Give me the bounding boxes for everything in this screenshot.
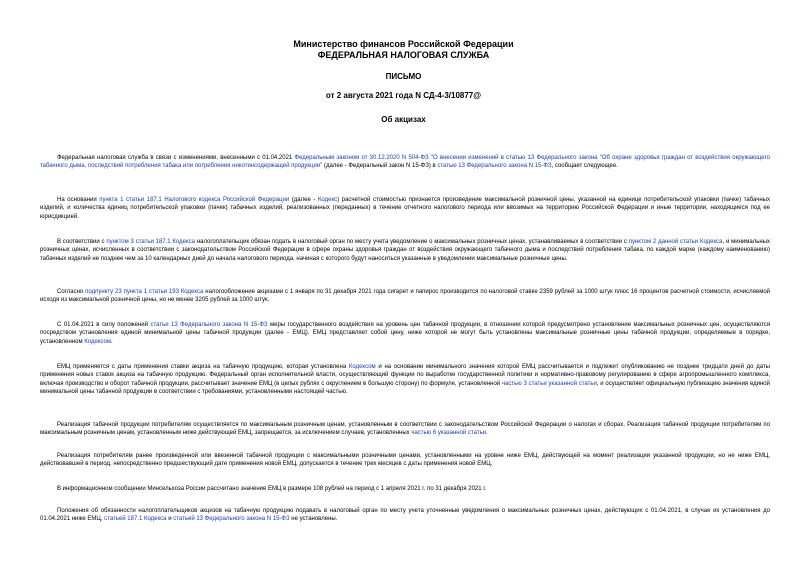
document-link[interactable]: Кодексом [84, 338, 112, 345]
paragraph-text: . [486, 430, 488, 437]
document-date-number: от 2 августа 2021 года N СД-4-3/10877@ [325, 91, 482, 100]
ministry-title: Министерство финансов Российской Федерации [293, 39, 514, 49]
paragraph-text: не установлены. [289, 516, 338, 523]
paragraph-text: Реализация потребителям ранее произведенной или ввезенной табачной продукции с максимальными розничными ценами, установленными на уровне ниже ЕМЦ, действующей на момент реализации указанной продукции, но не ниже ЕМЦ, действовавшей в период, непосредственно предшествующий дате применения новой ЕМЦ, допускается в течение трех месяцев с даты применения новой ЕМЦ. [40, 453, 770, 468]
document-link[interactable]: частью 6 указанной статьи [411, 430, 487, 437]
paragraph-text: и на основании минимального значения которой ЕМЦ рассчитывается и подлежит опубликованию не позднее тридцати дней до даты применения новых ставок акциза на табачную продукцию. Федеральный орган исполнительной власти, осуществляющий функции по выработке государственной политики и нормативно-правовому регулированию в сфере агропромышленного комплекса, включая производство и оборот табачной продукции, рассчитывает значение ЕМЦ (в целых рублях с округлением в большую сторону) по формуле, установленной [40, 364, 770, 387]
paragraph-text: В соответствии с [57, 239, 107, 245]
document-subject: Об акцизах [381, 115, 426, 124]
paragraph-text: налогообложение акцизами с 1 января по 31 декабря 2021 года сигарет и папирос производится по налоговой ставке 2359 рублей за 1000 штук плюс 16 процентов расчетной стоимости, исчисляемой исходя из максимальной розничной цены, но не менее 3205 рублей за 1000 штук. [40, 289, 771, 304]
paragraph-10 [40, 507, 770, 524]
paragraph-1 [40, 154, 770, 171]
paragraph-text: ) расчетной стоимостью признается произведение максимальной розничной цены, указанной на единице потребительской упаковки (пачке) табачных изделий, и количества единиц потребительской упаковки (пачек) табачных изделий, реализованных (переданных) в течение отчетного налогового периода или ввозимых на территорию Российской Федерации и иные территории, находящиеся под ее юрисдикцией. [40, 197, 770, 220]
paragraph-text: . [111, 338, 113, 345]
document-link[interactable]: статьей 13 Федерального закона N 15-ФЗ [173, 516, 290, 523]
paragraph-5 [40, 321, 770, 346]
document-link[interactable]: Кодекс [317, 197, 338, 203]
paragraph-8 [40, 452, 770, 469]
paragraph-7 [40, 421, 770, 438]
document-link[interactable]: статьи 13 Федерального закона N 15-ФЗ [150, 322, 268, 328]
document-link[interactable]: пунктом 3 статьи 187.1 Кодекса [106, 239, 196, 245]
paragraph-text: Согласно [57, 289, 86, 295]
paragraph-text: Федеральная налоговая служба в связи с изменениями, внесенными с 01.04.2021 [57, 155, 295, 161]
paragraph-text: В информационном сообщении Минсельхоза России рассчитано значение ЕМЦ в размере 108 рублей на период с 1 апреля 2021 г. по 31 декабря 2021 г. [57, 486, 487, 492]
document-type: ПИСЬМО [385, 72, 422, 81]
paragraph-text: налогоплательщик обязан подать в налоговый орган по месту учета уведомление о максимальных розничных ценах, устанавливаемых в соответствии с [195, 239, 629, 245]
paragraph-text: , и минимальных розничных ценах, исчисленных в соответствии с законодательством Российской Федерации в сфере охраны здоровья граждан от воздействия окружающего табачного дыма и последствий потребления табака, по каждой марке (каждому наименованию) табачных изделий не позднее чем за 10 календарных дней до начала налогового периода, начиная с которого будут наноситься указанные в уведомлении максимальные розничные цены. [40, 239, 770, 262]
paragraph-3 [40, 238, 770, 263]
document-link[interactable]: статью 13 Федерального закона N 15-ФЗ [437, 163, 552, 170]
paragraph-text: Реализация табачной продукции потребителям осуществляется по максимальным розничным ценам, установленным в соответствии с законодательством Российской Федерации о налогах и сборах. Реализация табачной продукции потребителям по максимальным розничным ценам, установленным ниже действующей ЕМЦ, запрещается, за исключением случаев, установленных [40, 422, 770, 437]
document-link[interactable]: частью 3 статьи указанной статьи [501, 380, 597, 387]
paragraph-2 [40, 196, 770, 221]
service-title: ФЕДЕРАЛЬНАЯ НАЛОГОВАЯ СЛУЖБА [317, 50, 490, 60]
paragraph-text: Положения об обязанности налогоплательщиков акцизов на табачную продукцию подавать в налоговый орган по месту учета уточненные уведомления о максимальных розничных ценах, действующих с 01.04.2021, в случае их установления до 01.04.2021 ниже ЕМЦ, [40, 508, 770, 523]
document-link[interactable]: Федеральным законом от 30.12.2020 N 504-ФЗ "О внесении изменений в статью 13 Федерального закона "Об охране здоровья граждан от воздействия окружающего табачного дыма, последствий потребления табака или потребления никотинсодержащей продукции" [40, 155, 770, 170]
paragraph-text: С 01.04.2021 в силу положений [57, 322, 151, 328]
document-link[interactable]: подпункту 23 пункта 1 статьи 193 Кодекса [85, 289, 204, 295]
paragraph-text: (далее - Федеральный закон N 15-ФЗ) в [322, 163, 438, 170]
paragraph-text: , и осуществляет официальную публикацию значения единой минимальной цены табачной продукции в соответствии с требованиями, установленными настоящей частью. [40, 380, 770, 396]
paragraph-text: и [166, 516, 174, 523]
paragraph-text: (далее - [289, 197, 318, 203]
document-link[interactable]: статьей 187.1 Кодекса [104, 516, 167, 523]
paragraph-text: ЕМЦ применяется с даты применения ставки акциза на табачную продукцию, которая установлена [57, 364, 349, 370]
paragraph-text: , сообщает следующее. [551, 163, 618, 170]
document-link[interactable]: пункта 1 статьи 187.1 Налогового кодекса Российской Федерации [99, 197, 290, 203]
document-link[interactable]: пунктом 2 данной статьи Кодекса [628, 239, 723, 245]
paragraph-4 [40, 288, 770, 305]
paragraph-text: На основании [57, 197, 100, 203]
paragraph-9 [40, 485, 770, 493]
paragraph-6 [40, 363, 770, 397]
document-link[interactable]: Кодексом [348, 364, 376, 370]
paragraph-text: меры государственного воздействия на уровень цен табачной продукции, в отношении которой предусмотрено установление максимальных розничных цен, осуществляются посредством установления единой минимальной цены табачной продукции (далее - ЕМЦ). ЕМЦ представляет собой цену, ниже которой не могут быть установлены максимальные розничные цены табачной продукции, определяемые в порядке, установленном [40, 322, 770, 345]
